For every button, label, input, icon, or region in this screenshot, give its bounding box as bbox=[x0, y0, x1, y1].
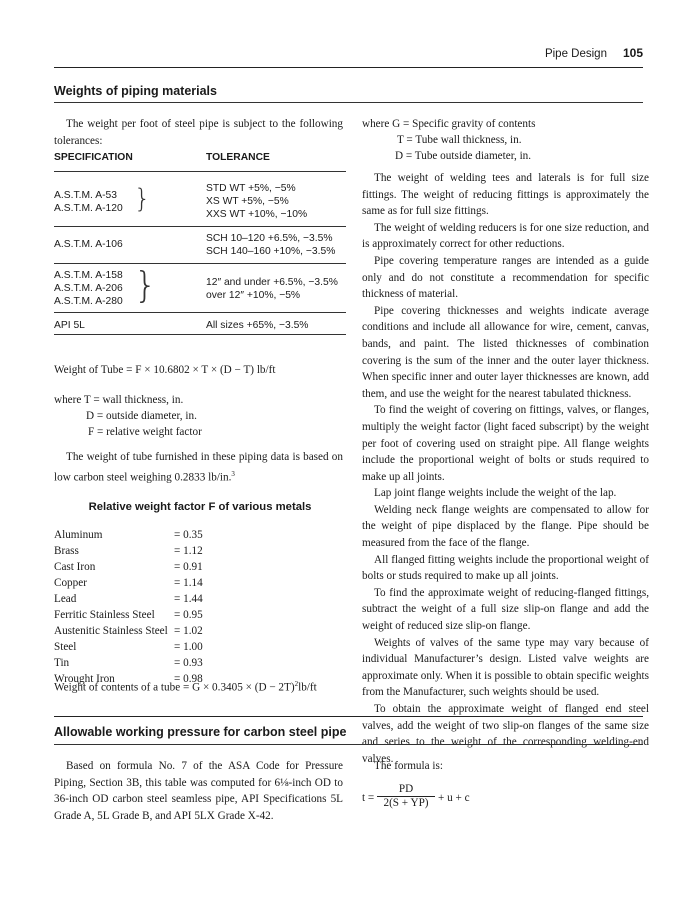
paragraph: To find the weight of covering on fittings, valves, or flanges, multiply the weight factor (light faced subscript) by the weight per foot of covering used on straight pipe. All flange weights include the proportional weight of bolts or studs required to make up all joints. bbox=[362, 404, 649, 483]
section-rule bbox=[54, 716, 643, 717]
right-where-line: T = Tube wall thickness, in. bbox=[397, 134, 522, 146]
running-head bbox=[545, 46, 643, 60]
list-item: Cast Iron = 0.91 bbox=[54, 561, 203, 573]
where-line: D = outside diameter, in. bbox=[86, 410, 197, 422]
pressure-paragraph: Based on formula No. 7 of the ASA Code for Pressure Piping, Section 3B, this table was computed for 6⅛-inch OD to 36-inch OD carbon steel seamless pipe, API Specifications 5L Grade A, 5L Grade B, and API 5LX Grade X-42. bbox=[54, 760, 343, 822]
tolerance-cell: STD WT +5%, −5% bbox=[206, 183, 296, 194]
spec-cell: A.S.T.M. A-120 bbox=[54, 203, 123, 214]
header-rule bbox=[54, 67, 643, 68]
list-item: Wrought Iron = 0.98 bbox=[54, 673, 203, 685]
paragraph: Lap joint flange weights include the weight of the lap. bbox=[374, 487, 617, 500]
where-line: where T = wall thickness, in. bbox=[54, 394, 184, 406]
right-where-line: D = Tube outside diameter, in. bbox=[395, 150, 532, 162]
paragraph: Pipe covering temperature ranges are intended as a guide only and do not constitute a recommendation for specific thickness of material. bbox=[362, 254, 649, 301]
brace-glyph: } bbox=[134, 265, 157, 306]
tolerance-cell: All sizes +65%, −3.5% bbox=[206, 320, 309, 331]
spec-cell: A.S.T.M. A-106 bbox=[54, 239, 123, 250]
list-item: Aluminum = 0.35 bbox=[54, 529, 203, 541]
tolerance-cell: XXS WT +10%, −10% bbox=[206, 209, 308, 220]
table-bottom-rule bbox=[54, 334, 346, 335]
paragraph: The weight of welding reducers is for one size reduction, and is approximately correct for other reductions. bbox=[362, 221, 649, 251]
list-item: Brass = 1.12 bbox=[54, 545, 203, 557]
page-number: 105 bbox=[622, 46, 643, 60]
spec-cell: A.S.T.M. A-158 bbox=[54, 270, 123, 281]
list-item: Steel = 1.00 bbox=[54, 641, 203, 653]
spec-cell: A.S.T.M. A-280 bbox=[54, 296, 123, 307]
list-item: Ferritic Stainless Steel = 0.95 bbox=[54, 609, 203, 621]
table-row bbox=[54, 171, 346, 219]
tube-weight-formula: Weight of Tube = F × 10.6802 × T × (D − T) lb/ft bbox=[54, 364, 276, 376]
spec-cell: A.S.T.M. A-206 bbox=[54, 283, 123, 294]
brace-glyph: } bbox=[134, 184, 151, 214]
tolerance-cell: XS WT +5%, −5% bbox=[206, 196, 289, 207]
paragraph: Weights of valves of the same type may vary because of individual Manufacturer’s design. Listed valve weights are approximate only. When it is possible to obtain specific weights from the Manufacturer, such weights should be used. bbox=[362, 636, 649, 699]
where-line: F = relative weight factor bbox=[88, 426, 202, 438]
table-header-specification: SPECIFICATION bbox=[54, 152, 133, 163]
paragraph: To obtain the approximate weight of flanged end steel valves, add the weight of two slip-on flanges of the same size and series to the weight of the corresponding welding-end valves. bbox=[362, 703, 649, 765]
metals-heading: Relative weight factor F of various metals bbox=[88, 501, 312, 513]
list-item: Copper = 1.14 bbox=[54, 577, 203, 589]
paragraph: To find the approximate weight of reducing-flanged fittings, subtract the weight of a full size slip-on flange and add the weight of reduced size slip-on flange. bbox=[362, 586, 649, 633]
table-row bbox=[54, 312, 346, 335]
list-item: Lead = 1.44 bbox=[54, 593, 203, 605]
tolerance-cell: 12″ and under +6.5%, −3.5% bbox=[206, 277, 338, 288]
tolerance-cell: SCH 140–160 +10%, −3.5% bbox=[206, 246, 336, 257]
table-header-tolerance: TOLERANCE bbox=[206, 152, 270, 163]
list-item: Austenitic Stainless Steel = 1.02 bbox=[54, 625, 203, 637]
right-where-line: where G = Specific gravity of contents bbox=[362, 118, 536, 130]
running-title: Pipe Design bbox=[544, 48, 607, 60]
formula-intro: The formula is: bbox=[374, 760, 443, 772]
formula-fraction bbox=[377, 783, 435, 809]
formula-numerator: PD bbox=[398, 783, 414, 795]
table-row bbox=[54, 263, 346, 313]
section-title-underline bbox=[54, 102, 643, 103]
paragraph: All flanged fitting weights include the proportional weight of bolts or studs required to make up all joints. bbox=[362, 553, 649, 583]
list-item: Tin = 0.93 bbox=[54, 657, 203, 669]
tolerance-cell: over 12″ +10%, −5% bbox=[206, 290, 301, 301]
table-row bbox=[54, 226, 346, 263]
section-title-underline bbox=[54, 744, 643, 745]
contents-weight-formula: Weight of contents of a tube = $G \times 0.3405 \times (D - 2T)^2lb/ft$ bbox=[54, 680, 317, 694]
intro-paragraph: The weight per foot of steel pipe is subject to the following tolerances: bbox=[54, 118, 343, 147]
basis-paragraph: The weight of tube furnished in these piping data is based on low carbon steel weighing 0.2833 lb/in.$^3$ bbox=[54, 451, 343, 484]
paragraph: Pipe covering thicknesses and weights indicate average conditions and include all allowance for wire, cement, canvas, bands, and paint. The listed thicknesses of combination covering is the sum of the inner and the outer layer thickness. When specific inner and outer layer thicknesses are known, add them, and use the weight for the nearest tabulated thickness. bbox=[362, 304, 649, 400]
spec-cell: API 5L bbox=[54, 320, 85, 331]
formula-rhs: + u + c bbox=[438, 792, 470, 804]
section-title-pressure: Allowable working pressure for carbon steel pipe bbox=[54, 725, 347, 739]
right-column-text bbox=[362, 170, 649, 767]
section-title-weights: Weights of piping materials bbox=[54, 84, 217, 98]
tolerance-cell: SCH 10–120 +6.5%, −3.5% bbox=[206, 233, 333, 244]
paragraph: The weight of welding tees and laterals is for full size fittings. The weight of reducing fittings is approximately the same as for full size fittings. bbox=[362, 172, 649, 218]
paragraph: Welding neck flange weights are compensated to allow for the weight of pipe displaced by the flange. Pipe should be measured from the face of the flange. bbox=[362, 503, 649, 550]
formula-denominator: 2(S + YP) bbox=[383, 797, 429, 809]
formula-lhs: t = bbox=[362, 792, 375, 804]
spec-cell: A.S.T.M. A-53 bbox=[54, 190, 117, 201]
